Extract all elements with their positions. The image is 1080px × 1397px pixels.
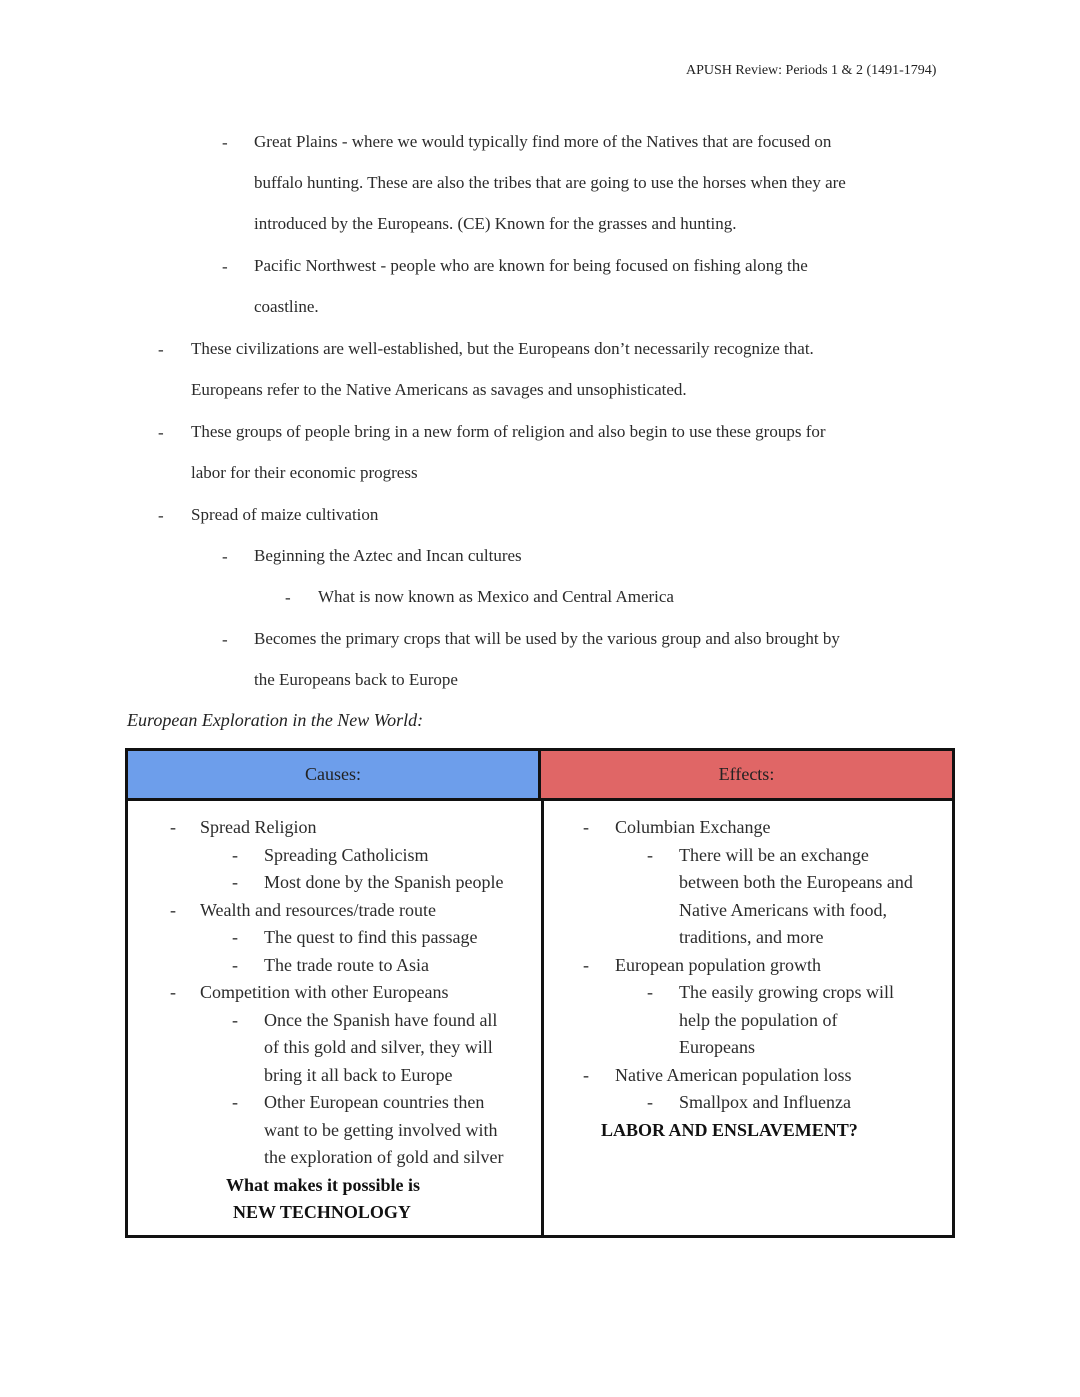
effect-smallpox: Smallpox and Influenza [679, 1092, 851, 1112]
note-groups-1: These groups of people bring in a new form of religion and also begin to use these groups for [191, 422, 826, 441]
cause-competition: Competition with other Europeans [200, 982, 449, 1002]
note-pacific-1: Pacific Northwest - people who are known for being focused on fishing along the [254, 256, 808, 275]
note-great-plains-2: buffalo hunting. These are also the tribes that are going to use the horses when they are [254, 173, 846, 192]
cause-catholicism: Spreading Catholicism [264, 845, 429, 865]
note-pacific-2: coastline. [254, 297, 319, 316]
note-great-plains-3: introduced by the Europeans. (CE) Known for the grasses and hunting. [254, 214, 737, 233]
note-aztec: Beginning the Aztec and Incan cultures [254, 546, 522, 565]
cause-other-1: Other European countries then [264, 1092, 485, 1112]
bullet-dash: - [232, 845, 238, 865]
cause-asia: The trade route to Asia [264, 955, 429, 975]
note-maize: Spread of maize cultivation [191, 505, 379, 524]
bullet-dash: - [285, 588, 291, 607]
cause-possible: What makes it possible is [226, 1175, 421, 1195]
note-crops-2: the Europeans back to Europe [254, 670, 458, 689]
section-title: European Exploration in the New World: [127, 710, 424, 730]
note-civilizations-1: These civilizations are well-established, but the Europeans don’t necessarily recognize that. [191, 339, 814, 358]
bullet-dash: - [583, 817, 589, 837]
bullet-dash: - [158, 506, 164, 525]
cause-spread-religion: Spread Religion [200, 817, 317, 837]
bullet-dash: - [647, 982, 653, 1002]
note-mexico: What is now known as Mexico and Central America [318, 587, 674, 606]
cause-other-2: want to be getting involved with [264, 1120, 498, 1140]
bullet-dash: - [158, 423, 164, 442]
bullet-dash: - [170, 900, 176, 920]
bullet-dash: - [170, 982, 176, 1002]
cause-passage: The quest to find this passage [264, 927, 478, 947]
effect-exchange-3: Native Americans with food, [679, 900, 887, 920]
cause-spanish: Most done by the Spanish people [264, 872, 504, 892]
bullet-dash: - [222, 547, 228, 566]
effect-labor-enslavement: LABOR AND ENSLAVEMENT? [601, 1120, 858, 1140]
bullet-dash: - [232, 955, 238, 975]
note-crops-1: Becomes the primary crops that will be used by the various group and also brought by [254, 629, 840, 648]
bullet-dash: - [232, 927, 238, 947]
bullet-dash: - [170, 817, 176, 837]
effect-exchange-4: traditions, and more [679, 927, 824, 947]
bullet-dash: - [232, 872, 238, 892]
effect-exchange-2: between both the Europeans and [679, 872, 913, 892]
effect-growth-1: The easily growing crops will [679, 982, 894, 1002]
bullet-dash: - [222, 257, 228, 276]
bullet-dash: - [583, 1065, 589, 1085]
bullet-dash: - [222, 630, 228, 649]
bullet-dash: - [647, 1092, 653, 1112]
cause-other-3: the exploration of gold and silver [264, 1147, 504, 1167]
bullet-dash: - [232, 1010, 238, 1030]
bullet-dash: - [232, 1092, 238, 1112]
bullet-dash: - [158, 340, 164, 359]
cause-gold-1: Once the Spanish have found all [264, 1010, 498, 1030]
effect-exchange-1: There will be an exchange [679, 845, 869, 865]
document-header: APUSH Review: Periods 1 & 2 (1491-1794) [686, 63, 937, 78]
note-groups-2: labor for their economic progress [191, 463, 418, 482]
column-divider [541, 801, 544, 1235]
bullet-dash: - [647, 845, 653, 865]
effect-population-growth: European population growth [615, 955, 821, 975]
bullet-dash: - [583, 955, 589, 975]
cause-gold-3: bring it all back to Europe [264, 1065, 453, 1085]
effect-columbian-exchange: Columbian Exchange [615, 817, 771, 837]
effect-growth-2: help the population of [679, 1010, 838, 1030]
effects-header: Effects: [541, 751, 952, 801]
note-great-plains-1: Great Plains - where we would typically find more of the Natives that are focused on [254, 132, 832, 151]
cause-wealth: Wealth and resources/trade route [200, 900, 436, 920]
effect-growth-3: Europeans [679, 1037, 755, 1057]
note-civilizations-2: Europeans refer to the Native Americans as savages and unsophisticated. [191, 380, 687, 399]
cause-gold-2: of this gold and silver, they will [264, 1037, 493, 1057]
causes-header: Causes: [128, 751, 541, 801]
bullet-dash: - [222, 133, 228, 152]
causes-effects-table [125, 748, 955, 1238]
effect-population-loss: Native American population loss [615, 1065, 852, 1085]
cause-new-technology: NEW TECHNOLOGY [233, 1202, 411, 1222]
